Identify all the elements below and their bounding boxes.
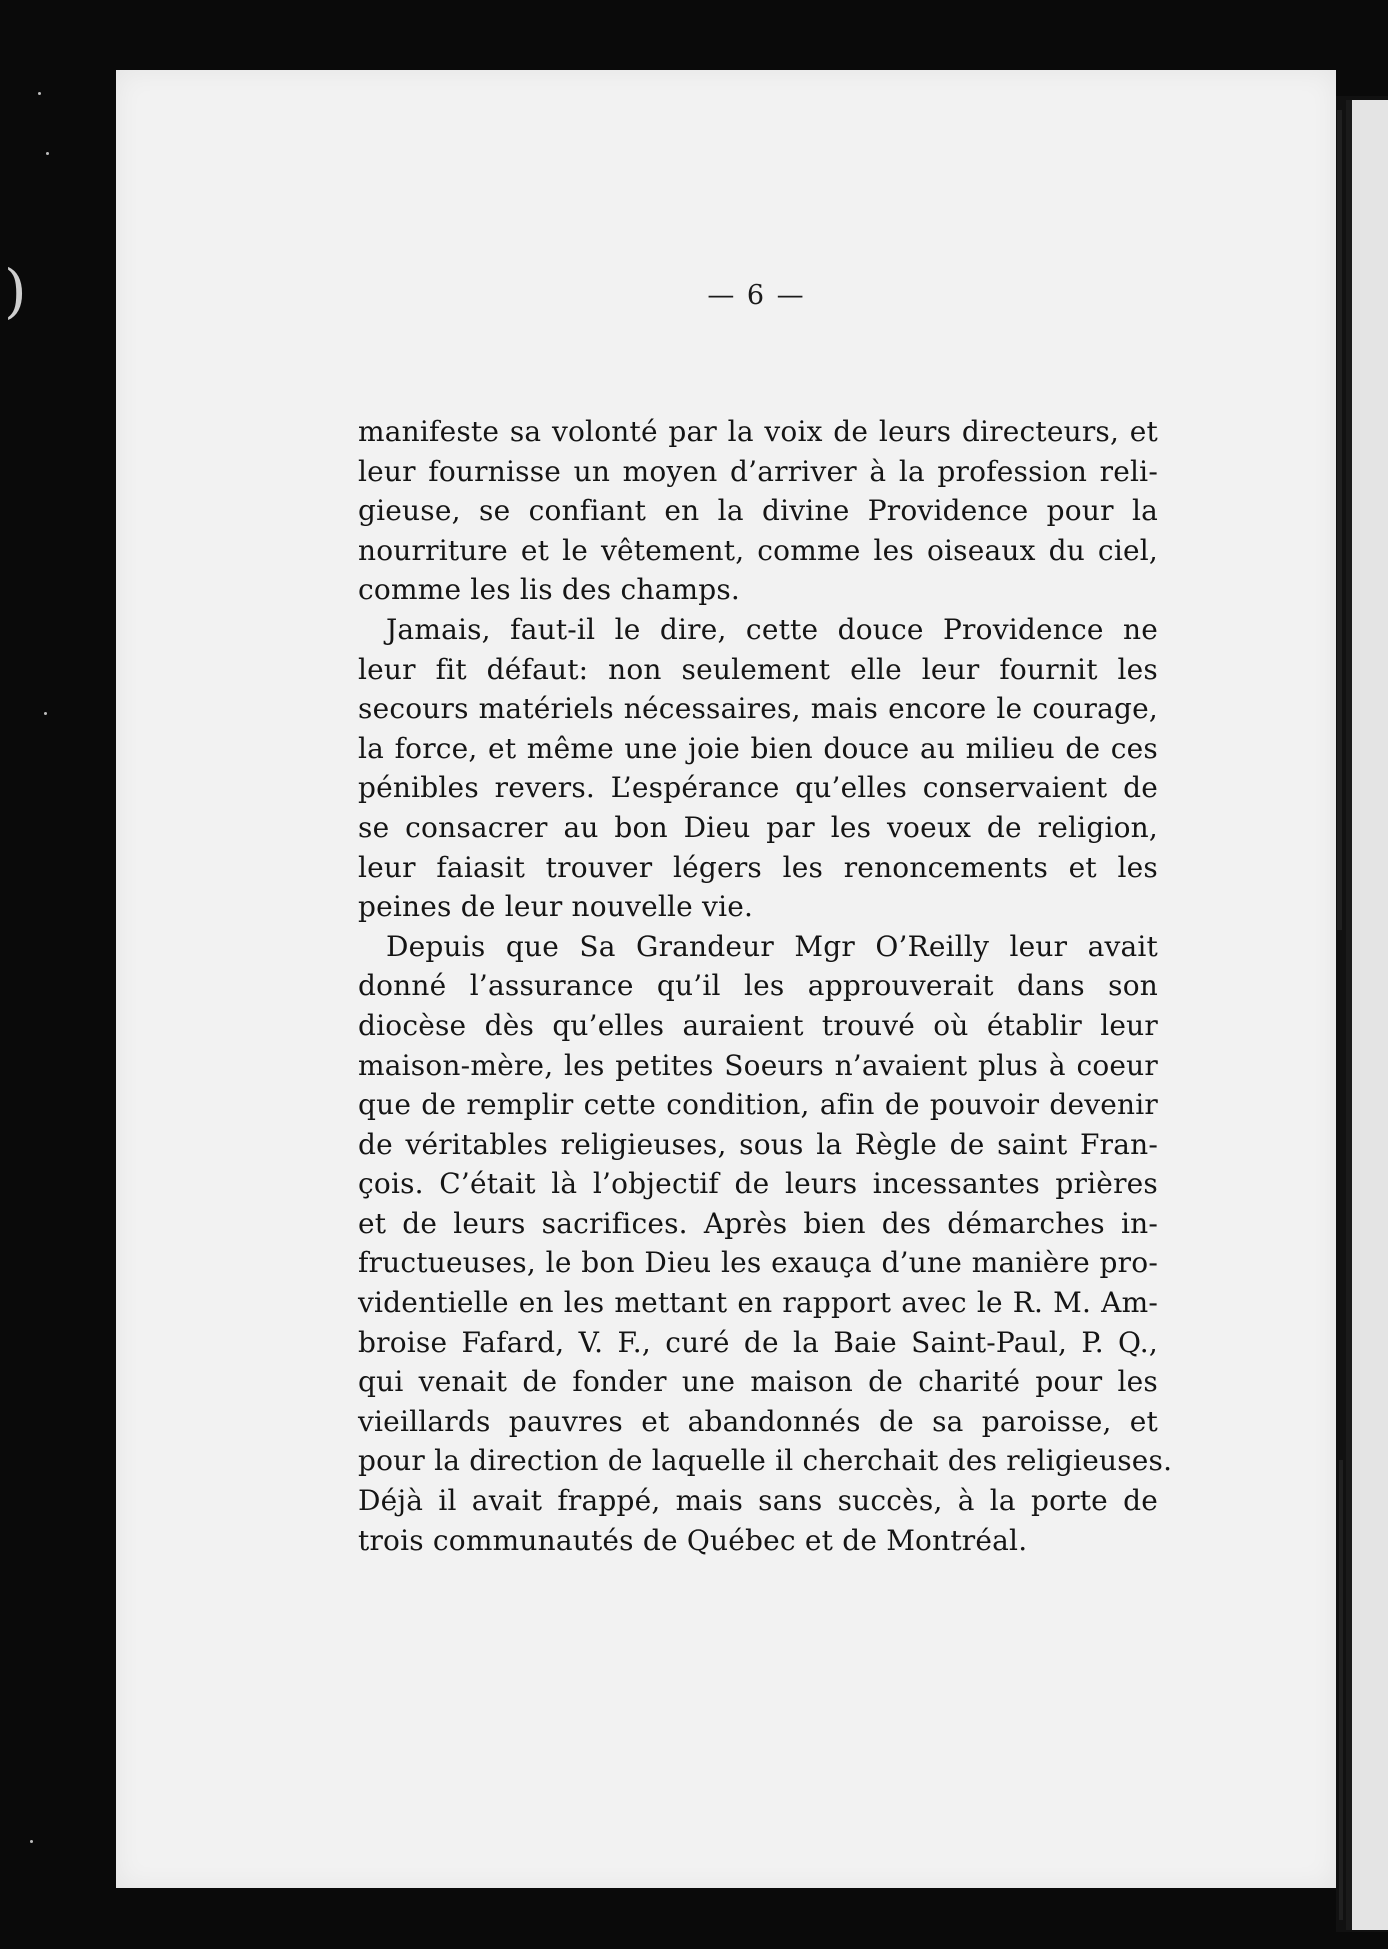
text-line: Jamais, faut-il le dire, cette douce Providence ne xyxy=(386,612,1158,646)
page-number: — 6 — xyxy=(707,280,806,311)
text-line: diocèse dès qu’elles auraient trouvé où établir leur xyxy=(358,1008,1158,1042)
dust-speck xyxy=(30,1840,33,1843)
body-text xyxy=(358,412,1173,1560)
text-line: pénibles revers. L’espérance qu’elles conservaient de xyxy=(358,771,1158,805)
text-line: gieuse, se confiant en la divine Providence pour la xyxy=(358,494,1158,528)
text-line: pour la direction de laquelle il cherchait des religieuses. xyxy=(358,1444,1173,1478)
text-line: se consacrer au bon Dieu par les voeux de religion, xyxy=(358,810,1158,844)
dust-speck xyxy=(44,712,47,715)
text-line: fructueuses, le bon Dieu les exauça d’une manière pro- xyxy=(358,1246,1158,1280)
text-line: de véritables religieuses, sous la Règle de saint Fran- xyxy=(358,1127,1158,1161)
text-line: leur fournisse un moyen d’arriver à la profession reli- xyxy=(358,454,1158,488)
gutter-shadow xyxy=(1337,110,1342,930)
text-line: trois communautés de Québec et de Montréal. xyxy=(358,1523,1028,1557)
gutter-shadow xyxy=(1339,1460,1343,1920)
text-line: broise Fafard, V. F., curé de la Baie Saint-Paul, P. Q., xyxy=(358,1325,1158,1359)
text-line: peines de leur nouvelle vie. xyxy=(358,890,754,924)
text-line: maison-mère, les petites Soeurs n’avaient plus à coeur xyxy=(358,1048,1158,1082)
text-line: nourriture et le vêtement, comme les oiseaux du ciel, xyxy=(358,533,1158,567)
text-line: videntielle en les mettant en rapport avec le R. M. Am- xyxy=(358,1286,1158,1320)
text-line: et de leurs sacrifices. Après bien des démarches in- xyxy=(358,1206,1158,1240)
text-line: comme les lis des champs. xyxy=(358,573,741,607)
text-line: vieillards pauvres et abandonnés de sa paroisse, et xyxy=(358,1404,1158,1438)
text-line: leur faiasit trouver légers les renoncements et les xyxy=(358,850,1158,884)
text-line: qui venait de fonder une maison de charité pour les xyxy=(358,1365,1158,1399)
dust-speck xyxy=(46,152,49,155)
text-line: Déjà il avait frappé, mais sans succès, à la porte de xyxy=(358,1484,1158,1518)
paragraph xyxy=(358,610,1158,927)
text-line: manifeste sa volonté par la voix de leurs directeurs, et xyxy=(358,415,1158,448)
dust-speck xyxy=(38,92,41,95)
paragraph xyxy=(358,412,1158,610)
text-line: la force, et même une joie bien douce au milieu de ces xyxy=(358,731,1158,765)
text-line: que de remplir cette condition, afin de pouvoir devenir xyxy=(358,1088,1158,1122)
text-line: secours matériels nécessaires, mais encore le courage, xyxy=(358,692,1158,726)
edge-mark: ) xyxy=(4,257,27,325)
text-line: leur fit défaut: non seulement elle leur fournit les xyxy=(358,652,1158,686)
paragraph xyxy=(358,927,1173,1561)
text-line: Depuis que Sa Grandeur Mgr O’Reilly leur avait xyxy=(386,929,1158,963)
next-page-edge xyxy=(1346,100,1388,1930)
text-line: donné l’assurance qu’il les approuverait dans son xyxy=(358,969,1158,1003)
text-line: çois. C’était là l’objectif de leurs incessantes prières xyxy=(358,1167,1158,1201)
